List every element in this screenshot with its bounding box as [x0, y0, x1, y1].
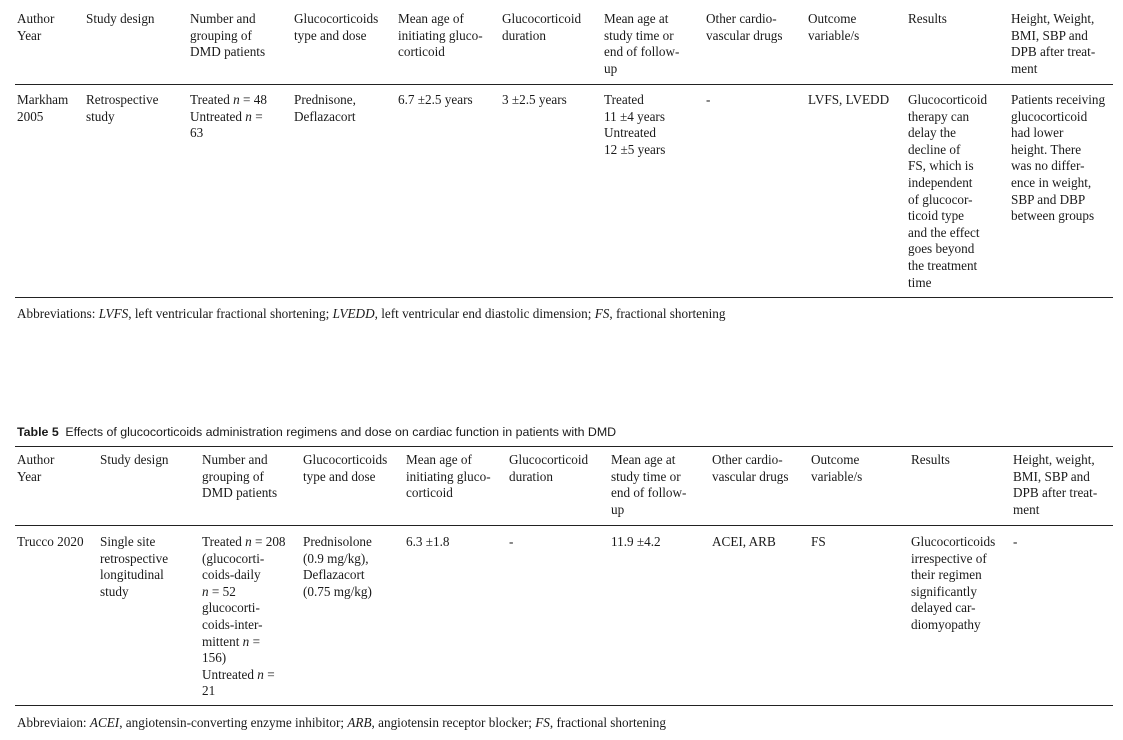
t4-bottom-rule	[15, 297, 1113, 298]
t4-cell-author: Markham 2005	[17, 92, 69, 124]
t5-header-mean-age-init: Mean age of initiating gluco- corticoid	[406, 452, 491, 501]
t4-header-mean-age-study: Mean age at study time or end of follow- up	[604, 11, 680, 76]
t4-abbreviations	[17, 306, 725, 323]
t4-header-design: Study design	[86, 11, 155, 26]
t4-header-rule	[15, 84, 1113, 85]
t5-cell-number: Treated n = 208 (glucocorti- coids-daily n = 52 glucocorti- coids-inter- mittent n = 156) Untreated n = 21	[202, 534, 286, 699]
t4-header-mean-age-init: Mean age of initiating gluco- corticoid	[398, 11, 483, 60]
t5-header-rule	[15, 525, 1113, 526]
t4-header-outcome: Outcome variable/s	[808, 11, 860, 43]
t4-header-results: Results	[908, 11, 947, 26]
t4-abbr-term: LVFS	[98, 306, 129, 321]
t5-cell-glucocorticoid: Prednisolone (0.9 mg/kg), Deflazacort (0.75 mg/kg)	[303, 534, 372, 599]
t5-caption	[17, 424, 616, 441]
t4-cell-other-drugs: -	[706, 92, 711, 107]
t5-cell-other-drugs: ACEI, ARB	[712, 534, 776, 549]
t4-cell-number-treated: Treated n = 48	[190, 92, 267, 107]
t4-abbr-term: LVEDD	[332, 306, 375, 321]
t4-cell-results: Glucocorticoid therapy can delay the decline of FS, which is independent of glucocor- ticoid type and the effect goes beyond the treatment time	[908, 92, 988, 290]
t5-header-glucocorticoid: Glucocorticoids type and dose	[303, 452, 388, 484]
t5-cell-height: -	[1013, 534, 1018, 549]
t5-caption-number: Table 5	[17, 425, 59, 439]
t5-caption-text: Effects of glucocorticoids administration regimens and dose on cardiac function in patients with DMD	[65, 425, 617, 439]
t4-cell-mean-age-init: 6.7 ±2.5 years	[398, 92, 473, 107]
t5-cell-mean-age-init: 6.3 ±1.8	[406, 534, 450, 549]
t4-header-other-drugs: Other cardio- vascular drugs	[706, 11, 783, 43]
t5-cell-outcome: FS	[811, 534, 826, 549]
t5-header-other-drugs: Other cardio- vascular drugs	[712, 452, 789, 484]
t5-header-design: Study design	[100, 452, 169, 467]
t5-bottom-rule	[15, 705, 1113, 706]
t4-cell-design: Retrospective study	[86, 92, 159, 124]
t5-header-author: Author Year	[17, 452, 55, 484]
t5-cell-design: Single site retrospective longitudinal study	[100, 534, 169, 599]
t5-abbr-term: ARB	[347, 715, 372, 730]
t4-header-glucocorticoid: Glucocorticoids type and dose	[294, 11, 379, 43]
t5-abbr-label: Abbreviaion:	[17, 715, 90, 730]
t4-abbr-term: FS	[594, 306, 610, 321]
t5-cell-mean-age-study: 11.9 ±4.2	[611, 534, 661, 549]
t4-cell-duration: 3 ±2.5 years	[502, 92, 567, 107]
t5-cell-duration: -	[509, 534, 514, 549]
t5-header-mean-age-study: Mean age at study time or end of follow- up	[611, 452, 687, 517]
t5-header-duration: Glucocorticoid duration	[509, 452, 589, 484]
t5-abbr-def: , angiotensin receptor blocker;	[371, 715, 536, 730]
t5-cell-author: Trucco 2020	[17, 534, 84, 549]
t4-abbr-def: , left ventricular fractional shortening;	[128, 306, 333, 321]
t5-header-outcome: Outcome variable/s	[811, 452, 863, 484]
t4-abbr-def: , fractional shortening	[609, 306, 726, 321]
t5-header-number: Number and grouping of DMD patients	[202, 452, 278, 501]
t5-abbr-term: ACEI	[89, 715, 120, 730]
t4-cell-glucocorticoid: Prednisone, Deflazacort	[294, 92, 356, 124]
t4-header-number: Number and grouping of DMD patients	[190, 11, 266, 60]
t5-top-rule	[15, 446, 1113, 447]
t5-header-results: Results	[911, 452, 950, 467]
t4-cell-number	[190, 92, 267, 142]
t4-cell-number-untreated: Untreated n = 63	[190, 108, 263, 141]
t4-abbr-label: Abbreviations:	[17, 306, 99, 321]
t4-cell-mean-age-study: Treated 11 ±4 years Untreated 12 ±5 years	[604, 92, 666, 157]
t5-header-height: Height, weight, BMI, SBP and DPB after treat- ment	[1013, 452, 1098, 517]
t5-abbreviations	[17, 715, 666, 732]
t4-header-duration: Glucocorticoid duration	[502, 11, 582, 43]
t4-header-height: Height, Weight, BMI, SBP and DPB after treat- ment	[1011, 11, 1096, 76]
t5-abbr-def: , angiotensin-converting enzyme inhibitor;	[119, 715, 348, 730]
t4-cell-outcome: LVFS, LVEDD	[808, 92, 890, 107]
t5-abbr-def: , fractional shortening	[549, 715, 666, 730]
t4-cell-height: Patients receiving glucocorticoid had lower height. There was no differ- ence in weight, SBP and DBP between groups	[1011, 92, 1106, 224]
t5-cell-results: Glucocorticoids irrespective of their regimen significantly delayed car- diomyopathy	[911, 534, 996, 632]
t4-header-author: Author Year	[17, 11, 55, 43]
t4-abbr-def: , left ventricular end diastolic dimension;	[374, 306, 595, 321]
t5-abbr-term: FS	[535, 715, 550, 730]
